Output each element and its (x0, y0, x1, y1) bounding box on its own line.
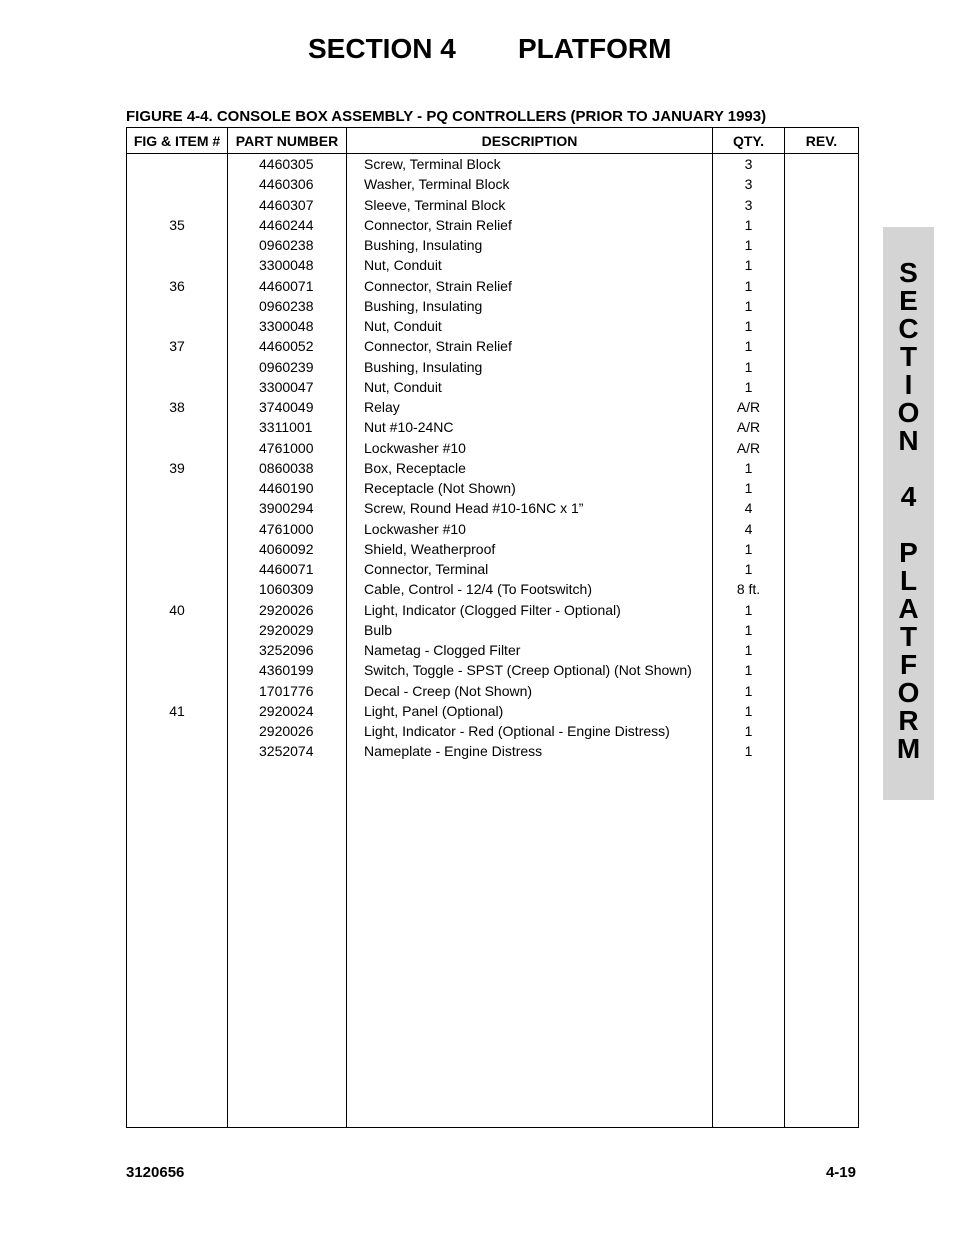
rev-cell (785, 640, 858, 660)
part-number-cell: 0960238 (259, 297, 314, 314)
description-cell: Light, Panel (Optional) (364, 702, 504, 719)
page-number: 4-19 (825, 1164, 856, 1181)
description-cell: Bushing, Insulating (364, 358, 483, 375)
header-qty: QTY. (713, 128, 785, 154)
rev-cell (785, 255, 858, 275)
fig-item-cell (127, 377, 227, 397)
side-tab-letter: L (899, 565, 918, 596)
qty-cell: 1 (744, 743, 753, 760)
section-title: PLATFORM (518, 33, 672, 64)
side-tab-letters (883, 259, 934, 763)
description-cell: Sleeve, Terminal Block (364, 196, 506, 213)
rev-cell (785, 519, 858, 539)
rev-cell (785, 316, 858, 336)
part-number-cell: 4060092 (259, 540, 314, 557)
qty-cell: 1 (744, 601, 753, 618)
fig-item-cell (127, 154, 227, 174)
qty-cell: 1 (744, 378, 753, 395)
rev-cell (785, 174, 858, 194)
part-number-cell: 4460052 (259, 338, 314, 355)
side-tab-letter: S (899, 257, 918, 288)
rev-cell (785, 559, 858, 579)
qty-column (713, 154, 785, 1128)
qty-cell: 8 ft. (736, 581, 761, 598)
fig-item-cell (127, 559, 227, 579)
side-tab-letter: A (898, 593, 919, 624)
description-cell: Lockwasher #10 (364, 520, 466, 537)
description-cell: Nametag - Clogged Filter (364, 642, 521, 658)
qty-cell: 1 (744, 561, 753, 577)
description-cell: Bushing, Insulating (364, 297, 483, 314)
header-part-number: PART NUMBER (228, 128, 347, 154)
part-number-cell: 1701776 (259, 682, 314, 699)
description-cell: Connector, Strain Relief (364, 216, 512, 233)
fig-item-cell (127, 174, 227, 194)
qty-cell: 1 (744, 480, 753, 496)
description-cell: Nut, Conduit (364, 257, 442, 274)
rev-cell (785, 498, 858, 518)
side-tab-letter: T (899, 341, 918, 372)
qty-cell: 1 (744, 621, 753, 638)
rev-cell (785, 458, 858, 478)
part-number-cell: 3740049 (259, 399, 314, 415)
description-cell: Relay (364, 399, 400, 415)
fig-item-cell (127, 417, 227, 437)
description-cell: Connector, Strain Relief (364, 338, 512, 355)
rev-cell (785, 377, 858, 397)
part-number-cell: 3252074 (259, 743, 314, 760)
rev-cell (785, 701, 858, 721)
qty-cell: 1 (744, 237, 753, 253)
description-cell: Switch, Toggle - SPST (Creep Optional) (Not Shown) (364, 662, 692, 679)
qty-cell: 1 (744, 459, 753, 476)
side-tab-letter (883, 455, 934, 483)
description-cell: Screw, Terminal Block (364, 156, 501, 172)
description-cell: Nameplate - Engine Distress (364, 743, 543, 760)
header-rev: REV. (785, 128, 859, 154)
qty-cell: 1 (744, 338, 753, 355)
part-number-cell: 2920024 (259, 702, 314, 719)
qty-cell: 3 (744, 196, 753, 213)
qty-cell: 1 (744, 682, 753, 699)
description-cell: Screw, Round Head #10-16NC x 1” (364, 500, 584, 517)
header-fig-item: FIG & ITEM # (127, 128, 228, 154)
qty-cell: 1 (744, 318, 753, 334)
rev-cell (785, 741, 858, 761)
fig-item-cell (127, 519, 227, 539)
qty-cell: 3 (744, 176, 753, 193)
rev-cell (785, 539, 858, 559)
side-tab-letter: E (899, 285, 918, 316)
document-number: 3120656 (126, 1164, 185, 1181)
fig-item-cell: 39 (169, 459, 185, 476)
fig-item-cell (127, 721, 227, 741)
rev-cell (785, 195, 858, 215)
part-number-cell: 0960238 (259, 237, 314, 253)
part-number-cell: 0960239 (259, 358, 314, 375)
rev-cell (785, 296, 858, 316)
qty-cell: 1 (744, 257, 753, 274)
rev-cell (785, 579, 858, 599)
side-tab-letter (883, 511, 934, 539)
description-column (347, 154, 713, 1128)
table-body-row (127, 154, 859, 1128)
part-number-cell: 4460190 (259, 480, 314, 496)
qty-cell: 1 (744, 702, 753, 719)
fig-item-cell (127, 316, 227, 336)
table-header-row (127, 128, 859, 154)
fig-item-cell (127, 255, 227, 275)
qty-cell: 1 (744, 297, 753, 314)
part-number-cell: 4460071 (259, 561, 314, 577)
rev-cell (785, 681, 858, 701)
description-cell: Box, Receptacle (364, 459, 466, 476)
fig-item-cell (127, 357, 227, 377)
part-number-cell: 4460307 (259, 196, 314, 213)
part-number-cell: 3311001 (259, 419, 313, 436)
part-number-cell: 4761000 (259, 520, 314, 537)
fig-item-cell: 36 (169, 277, 185, 294)
description-cell: Nut, Conduit (364, 378, 442, 395)
fig-item-cell (127, 539, 227, 559)
description-cell: Nut, Conduit (364, 318, 442, 334)
description-cell: Bushing, Insulating (364, 237, 483, 253)
description-cell: Cable, Control - 12/4 (To Footswitch) (364, 581, 592, 598)
qty-cell: 1 (744, 662, 753, 679)
rev-cell (785, 417, 858, 437)
rev-cell (785, 154, 858, 174)
part-number-cell: 2920026 (259, 723, 314, 739)
fig-item-cell: 37 (169, 338, 185, 355)
fig-item-cell: 41 (169, 702, 185, 719)
part-number-cell: 3300048 (259, 257, 314, 274)
side-tab-letter: O (897, 397, 920, 428)
qty-cell: A/R (736, 399, 761, 415)
fig-item-cell: 40 (169, 601, 185, 618)
side-tab-letter: F (899, 649, 918, 680)
fig-item-cell (127, 438, 227, 458)
description-cell: Light, Indicator (Clogged Filter - Optional) (364, 601, 621, 618)
part-number-cell: 4360199 (259, 662, 314, 679)
fig-item-cell (127, 579, 227, 599)
description-cell: Receptacle (Not Shown) (364, 480, 516, 496)
rev-cell (785, 660, 858, 680)
fig-item-cell (127, 498, 227, 518)
description-cell: Nut #10-24NC (364, 419, 454, 436)
rev-cell (785, 276, 858, 296)
rev-cell (785, 357, 858, 377)
rev-cell (785, 336, 858, 356)
part-number-cell: 4460244 (259, 216, 314, 233)
fig-item-cell: 38 (169, 399, 185, 415)
fig-item-cell (127, 681, 227, 701)
qty-cell: A/R (736, 439, 761, 456)
description-cell: Shield, Weatherproof (364, 540, 496, 557)
rev-cell (785, 478, 858, 498)
fig-item-cell (127, 195, 227, 215)
qty-cell: 1 (744, 216, 753, 233)
side-tab-letter: C (898, 313, 919, 344)
part-number-cell: 3900294 (259, 500, 314, 517)
fig-item-column (127, 154, 228, 1128)
description-cell: Decal - Creep (Not Shown) (364, 682, 533, 699)
side-tab-letter: M (896, 733, 921, 764)
qty-cell: 4 (744, 500, 753, 517)
description-cell: Connector, Terminal (364, 561, 489, 577)
fig-item-cell (127, 235, 227, 255)
description-cell: Lockwasher #10 (364, 439, 466, 456)
description-cell: Bulb (364, 621, 393, 638)
side-tab-letter: R (898, 705, 919, 736)
side-tab-letter: N (898, 425, 919, 456)
part-number-cell: 2920026 (259, 601, 314, 618)
part-number-cell: 4460305 (259, 156, 314, 172)
qty-cell: 1 (744, 540, 753, 557)
part-number-column (228, 154, 347, 1128)
qty-cell: 4 (744, 520, 753, 537)
header-description: DESCRIPTION (347, 128, 713, 154)
qty-cell: A/R (736, 419, 761, 436)
qty-cell: 3 (744, 156, 753, 172)
rev-cell (785, 600, 858, 620)
description-cell: Connector, Strain Relief (364, 277, 512, 294)
part-number-cell: 3300047 (259, 378, 314, 395)
qty-cell: 1 (744, 358, 753, 375)
qty-cell: 1 (744, 277, 753, 294)
side-tab-letter: I (904, 369, 913, 400)
section-label: SECTION 4 (308, 33, 456, 64)
qty-cell: 1 (744, 642, 753, 658)
description-cell: Washer, Terminal Block (364, 176, 510, 193)
part-number-cell: 4761000 (259, 439, 314, 456)
side-tab-letter: T (899, 621, 918, 652)
side-tab-letter: 4 (900, 481, 917, 512)
fig-item-cell (127, 296, 227, 316)
fig-item-cell (127, 640, 227, 660)
part-number-cell: 1060309 (259, 581, 314, 598)
side-tab-letter: O (897, 677, 920, 708)
fig-item-cell (127, 620, 227, 640)
rev-cell (785, 721, 858, 741)
fig-item-cell: 35 (169, 216, 185, 233)
side-tab-letter: P (899, 537, 918, 568)
part-number-cell: 3252096 (259, 642, 314, 658)
rev-column (785, 154, 859, 1128)
fig-item-cell (127, 660, 227, 680)
rev-cell (785, 235, 858, 255)
part-number-cell: 4460306 (259, 176, 314, 193)
part-number-cell: 4460071 (259, 277, 314, 294)
figure-title: FIGURE 4-4. CONSOLE BOX ASSEMBLY - PQ CONTROLLERS (PRIOR TO JANUARY 1993) (126, 108, 767, 125)
parts-table (126, 127, 859, 1128)
rev-cell (785, 215, 858, 235)
rev-cell (785, 438, 858, 458)
part-number-cell: 2920029 (259, 621, 314, 638)
fig-item-cell (127, 478, 227, 498)
section-side-tab (883, 227, 934, 800)
description-cell: Light, Indicator - Red (Optional - Engine Distress) (364, 723, 670, 739)
fig-item-cell (127, 741, 227, 761)
part-number-cell: 3300048 (259, 318, 314, 334)
part-number-cell: 0860038 (259, 459, 314, 476)
rev-cell (785, 620, 858, 640)
qty-cell: 1 (744, 723, 753, 739)
rev-cell (785, 397, 858, 417)
